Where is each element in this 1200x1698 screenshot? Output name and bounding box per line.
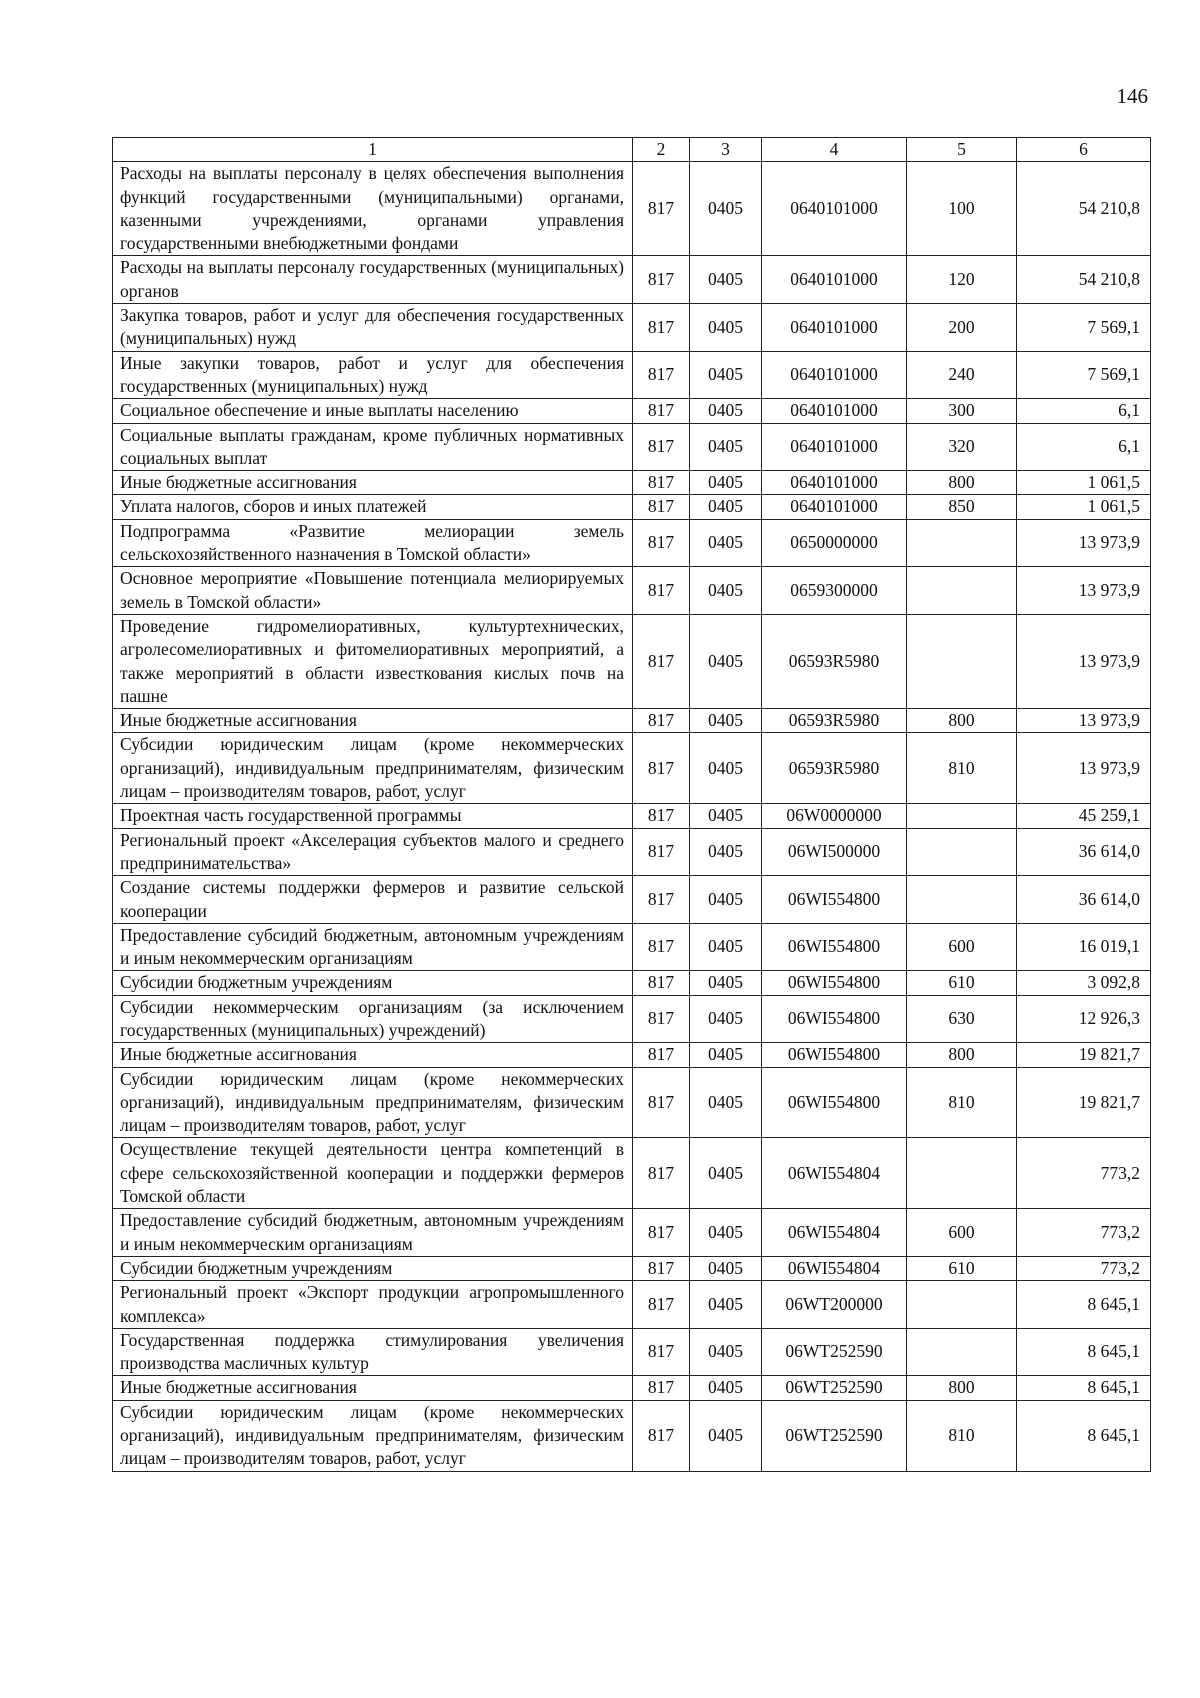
amount-cell: 19 821,7 <box>1017 1067 1151 1138</box>
section-code-cell: 0405 <box>690 995 762 1043</box>
expense-type-cell <box>907 828 1017 876</box>
admin-code-cell: 817 <box>633 971 690 995</box>
expense-type-cell: 610 <box>907 971 1017 995</box>
admin-code-cell: 817 <box>633 1376 690 1400</box>
target-article-cell: 06593R5980 <box>762 733 907 804</box>
item-name-cell: Расходы на выплаты персоналу государственных (муниципальных) органов <box>113 256 633 304</box>
admin-code-cell: 817 <box>633 804 690 828</box>
item-name-cell: Предоставление субсидий бюджетным, автономным учреждениям и иным некоммерческим организациям <box>113 1209 633 1257</box>
admin-code-cell: 817 <box>633 351 690 399</box>
table-row <box>113 709 1151 733</box>
amount-cell: 13 973,9 <box>1017 709 1151 733</box>
admin-code-cell: 817 <box>633 1043 690 1067</box>
section-code-cell: 0405 <box>690 614 762 708</box>
table-row <box>113 519 1151 567</box>
section-code-cell: 0405 <box>690 1400 762 1471</box>
admin-code-cell: 817 <box>633 519 690 567</box>
admin-code-cell: 817 <box>633 828 690 876</box>
table-row <box>113 971 1151 995</box>
amount-cell: 45 259,1 <box>1017 804 1151 828</box>
amount-cell: 54 210,8 <box>1017 162 1151 256</box>
expense-type-cell <box>907 614 1017 708</box>
amount-cell: 13 973,9 <box>1017 614 1151 708</box>
section-code-cell: 0405 <box>690 256 762 304</box>
section-code-cell: 0405 <box>690 923 762 971</box>
target-article-cell: 06WI554800 <box>762 971 907 995</box>
item-name-cell: Расходы на выплаты персоналу в целях обеспечения выполнения функций государственными (муниципальными) органами, казенными учреждениями, органами управления государственными внебюджетными фондами <box>113 162 633 256</box>
item-name-cell: Проведение гидромелиоративных, культуртехнических, агролесомелиоративных и фитомелиоративных мероприятий, а также мероприятий в области известкования кислых почв на пашне <box>113 614 633 708</box>
expense-type-cell: 630 <box>907 995 1017 1043</box>
item-name-cell: Субсидии юридическим лицам (кроме некоммерческих организаций), индивидуальным предпринимателям, физическим лицам – производителям товаров, работ, услуг <box>113 733 633 804</box>
section-code-cell: 0405 <box>690 399 762 423</box>
table-row <box>113 1138 1151 1209</box>
target-article-cell: 0650000000 <box>762 519 907 567</box>
expense-type-cell <box>907 567 1017 615</box>
expense-type-cell: 800 <box>907 1376 1017 1400</box>
section-code-cell: 0405 <box>690 1281 762 1329</box>
target-article-cell: 0640101000 <box>762 471 907 495</box>
item-name-cell: Государственная поддержка стимулирования увеличения производства масличных культур <box>113 1328 633 1376</box>
expense-type-cell: 810 <box>907 1067 1017 1138</box>
target-article-cell: 0640101000 <box>762 495 907 519</box>
item-name-cell: Проектная часть государственной программы <box>113 804 633 828</box>
amount-cell: 773,2 <box>1017 1256 1151 1280</box>
admin-code-cell: 817 <box>633 995 690 1043</box>
amount-cell: 8 645,1 <box>1017 1376 1151 1400</box>
section-code-cell: 0405 <box>690 162 762 256</box>
target-article-cell: 0640101000 <box>762 304 907 352</box>
amount-cell: 7 569,1 <box>1017 351 1151 399</box>
item-name-cell: Социальные выплаты гражданам, кроме публичных нормативных социальных выплат <box>113 423 633 471</box>
target-article-cell: 06WT252590 <box>762 1328 907 1376</box>
admin-code-cell: 817 <box>633 567 690 615</box>
table-row <box>113 351 1151 399</box>
target-article-cell: 06WI554804 <box>762 1138 907 1209</box>
target-article-cell: 06WI554804 <box>762 1209 907 1257</box>
admin-code-cell: 817 <box>633 1328 690 1376</box>
table-row <box>113 567 1151 615</box>
table-row <box>113 1281 1151 1329</box>
section-code-cell: 0405 <box>690 876 762 924</box>
table-row <box>113 804 1151 828</box>
budget-table <box>112 137 1151 1472</box>
amount-cell: 16 019,1 <box>1017 923 1151 971</box>
table-row <box>113 828 1151 876</box>
admin-code-cell: 817 <box>633 399 690 423</box>
expense-type-cell <box>907 804 1017 828</box>
item-name-cell: Субсидии бюджетным учреждениям <box>113 1256 633 1280</box>
header-cell-2: 2 <box>633 138 690 162</box>
item-name-cell: Подпрограмма «Развитие мелиорации земель сельскохозяйственного назначения в Томской области» <box>113 519 633 567</box>
section-code-cell: 0405 <box>690 1328 762 1376</box>
admin-code-cell: 817 <box>633 1256 690 1280</box>
expense-type-cell: 320 <box>907 423 1017 471</box>
target-article-cell: 0640101000 <box>762 399 907 423</box>
target-article-cell: 0640101000 <box>762 162 907 256</box>
section-code-cell: 0405 <box>690 1067 762 1138</box>
item-name-cell: Иные бюджетные ассигнования <box>113 709 633 733</box>
amount-cell: 13 973,9 <box>1017 733 1151 804</box>
expense-type-cell: 610 <box>907 1256 1017 1280</box>
table-row <box>113 1328 1151 1376</box>
amount-cell: 1 061,5 <box>1017 471 1151 495</box>
admin-code-cell: 817 <box>633 876 690 924</box>
section-code-cell: 0405 <box>690 567 762 615</box>
section-code-cell: 0405 <box>690 471 762 495</box>
section-code-cell: 0405 <box>690 828 762 876</box>
section-code-cell: 0405 <box>690 1043 762 1067</box>
section-code-cell: 0405 <box>690 1138 762 1209</box>
amount-cell: 13 973,9 <box>1017 567 1151 615</box>
expense-type-cell <box>907 519 1017 567</box>
table-row <box>113 1209 1151 1257</box>
target-article-cell: 06WT200000 <box>762 1281 907 1329</box>
table-row <box>113 1256 1151 1280</box>
expense-type-cell: 810 <box>907 1400 1017 1471</box>
target-article-cell: 0640101000 <box>762 351 907 399</box>
table-row <box>113 614 1151 708</box>
amount-cell: 8 645,1 <box>1017 1281 1151 1329</box>
item-name-cell: Социальное обеспечение и иные выплаты населению <box>113 399 633 423</box>
amount-cell: 8 645,1 <box>1017 1400 1151 1471</box>
amount-cell: 6,1 <box>1017 399 1151 423</box>
table-row <box>113 495 1151 519</box>
section-code-cell: 0405 <box>690 804 762 828</box>
amount-cell: 12 926,3 <box>1017 995 1151 1043</box>
item-name-cell: Региональный проект «Акселерация субъектов малого и среднего предпринимательства» <box>113 828 633 876</box>
header-cell-6: 6 <box>1017 138 1151 162</box>
expense-type-cell: 800 <box>907 471 1017 495</box>
section-code-cell: 0405 <box>690 304 762 352</box>
expense-type-cell: 810 <box>907 733 1017 804</box>
table-row <box>113 423 1151 471</box>
item-name-cell: Уплата налогов, сборов и иных платежей <box>113 495 633 519</box>
target-article-cell: 06WT252590 <box>762 1376 907 1400</box>
header-cell-4: 4 <box>762 138 907 162</box>
admin-code-cell: 817 <box>633 733 690 804</box>
target-article-cell: 06WI554800 <box>762 1067 907 1138</box>
amount-cell: 773,2 <box>1017 1209 1151 1257</box>
target-article-cell: 06WT252590 <box>762 1400 907 1471</box>
expense-type-cell: 120 <box>907 256 1017 304</box>
amount-cell: 54 210,8 <box>1017 256 1151 304</box>
item-name-cell: Иные закупки товаров, работ и услуг для обеспечения государственных (муниципальных) нужд <box>113 351 633 399</box>
section-code-cell: 0405 <box>690 1376 762 1400</box>
expense-type-cell: 800 <box>907 1043 1017 1067</box>
admin-code-cell: 817 <box>633 423 690 471</box>
admin-code-cell: 817 <box>633 1400 690 1471</box>
admin-code-cell: 817 <box>633 1138 690 1209</box>
target-article-cell: 06W0000000 <box>762 804 907 828</box>
header-row <box>113 138 1151 162</box>
item-name-cell: Субсидии юридическим лицам (кроме некоммерческих организаций), индивидуальным предпринимателям, физическим лицам – производителям товаров, работ, услуг <box>113 1400 633 1471</box>
table-row <box>113 1067 1151 1138</box>
expense-type-cell: 800 <box>907 709 1017 733</box>
item-name-cell: Осуществление текущей деятельности центра компетенций в сфере сельскохозяйственной кооперации и поддержки фермеров Томской области <box>113 1138 633 1209</box>
target-article-cell: 06WI554800 <box>762 876 907 924</box>
admin-code-cell: 817 <box>633 162 690 256</box>
table-row <box>113 1043 1151 1067</box>
section-code-cell: 0405 <box>690 351 762 399</box>
target-article-cell: 06593R5980 <box>762 709 907 733</box>
item-name-cell: Субсидии юридическим лицам (кроме некоммерческих организаций), индивидуальным предпринимателям, физическим лицам – производителям товаров, работ, услуг <box>113 1067 633 1138</box>
header-cell-1: 1 <box>113 138 633 162</box>
admin-code-cell: 817 <box>633 923 690 971</box>
section-code-cell: 0405 <box>690 1256 762 1280</box>
item-name-cell: Иные бюджетные ассигнования <box>113 1376 633 1400</box>
table-row <box>113 256 1151 304</box>
item-name-cell: Субсидии бюджетным учреждениям <box>113 971 633 995</box>
expense-type-cell: 850 <box>907 495 1017 519</box>
item-name-cell: Иные бюджетные ассигнования <box>113 471 633 495</box>
expense-type-cell: 300 <box>907 399 1017 423</box>
table-row <box>113 1376 1151 1400</box>
section-code-cell: 0405 <box>690 495 762 519</box>
section-code-cell: 0405 <box>690 709 762 733</box>
expense-type-cell <box>907 1328 1017 1376</box>
expense-type-cell: 600 <box>907 923 1017 971</box>
admin-code-cell: 817 <box>633 614 690 708</box>
admin-code-cell: 817 <box>633 304 690 352</box>
table-row <box>113 733 1151 804</box>
item-name-cell: Создание системы поддержки фермеров и развитие сельской кооперации <box>113 876 633 924</box>
amount-cell: 13 973,9 <box>1017 519 1151 567</box>
header-cell-5: 5 <box>907 138 1017 162</box>
admin-code-cell: 817 <box>633 256 690 304</box>
table-row <box>113 399 1151 423</box>
item-name-cell: Закупка товаров, работ и услуг для обеспечения государственных (муниципальных) нужд <box>113 304 633 352</box>
amount-cell: 1 061,5 <box>1017 495 1151 519</box>
expense-type-cell: 600 <box>907 1209 1017 1257</box>
target-article-cell: 0640101000 <box>762 423 907 471</box>
expense-type-cell <box>907 1281 1017 1329</box>
target-article-cell: 06593R5980 <box>762 614 907 708</box>
item-name-cell: Основное мероприятие «Повышение потенциала мелиорируемых земель в Томской области» <box>113 567 633 615</box>
admin-code-cell: 817 <box>633 709 690 733</box>
amount-cell: 3 092,8 <box>1017 971 1151 995</box>
target-article-cell: 06WI554800 <box>762 923 907 971</box>
section-code-cell: 0405 <box>690 519 762 567</box>
amount-cell: 773,2 <box>1017 1138 1151 1209</box>
section-code-cell: 0405 <box>690 1209 762 1257</box>
expense-type-cell: 100 <box>907 162 1017 256</box>
table-row <box>113 995 1151 1043</box>
target-article-cell: 06WI554800 <box>762 1043 907 1067</box>
admin-code-cell: 817 <box>633 1281 690 1329</box>
table-row <box>113 304 1151 352</box>
amount-cell: 19 821,7 <box>1017 1043 1151 1067</box>
table-row <box>113 923 1151 971</box>
table-row <box>113 471 1151 495</box>
amount-cell: 8 645,1 <box>1017 1328 1151 1376</box>
table-row <box>113 876 1151 924</box>
admin-code-cell: 817 <box>633 1209 690 1257</box>
header-cell-3: 3 <box>690 138 762 162</box>
section-code-cell: 0405 <box>690 423 762 471</box>
item-name-cell: Предоставление субсидий бюджетным, автономным учреждениям и иным некоммерческим организациям <box>113 923 633 971</box>
section-code-cell: 0405 <box>690 733 762 804</box>
expense-type-cell: 240 <box>907 351 1017 399</box>
target-article-cell: 06WI554800 <box>762 995 907 1043</box>
amount-cell: 7 569,1 <box>1017 304 1151 352</box>
amount-cell: 36 614,0 <box>1017 876 1151 924</box>
amount-cell: 36 614,0 <box>1017 828 1151 876</box>
expense-type-cell <box>907 876 1017 924</box>
item-name-cell: Региональный проект «Экспорт продукции агропромышленного комплекса» <box>113 1281 633 1329</box>
expense-type-cell <box>907 1138 1017 1209</box>
item-name-cell: Иные бюджетные ассигнования <box>113 1043 633 1067</box>
admin-code-cell: 817 <box>633 1067 690 1138</box>
target-article-cell: 06WI500000 <box>762 828 907 876</box>
page-number: 146 <box>1116 84 1148 108</box>
target-article-cell: 0659300000 <box>762 567 907 615</box>
admin-code-cell: 817 <box>633 495 690 519</box>
table-row <box>113 1400 1151 1471</box>
target-article-cell: 0640101000 <box>762 256 907 304</box>
target-article-cell: 06WI554804 <box>762 1256 907 1280</box>
expense-type-cell: 200 <box>907 304 1017 352</box>
table-body <box>113 162 1151 1471</box>
item-name-cell: Субсидии некоммерческим организациям (за исключением государственных (муниципальных) учреждений) <box>113 995 633 1043</box>
section-code-cell: 0405 <box>690 971 762 995</box>
amount-cell: 6,1 <box>1017 423 1151 471</box>
table-row <box>113 162 1151 256</box>
admin-code-cell: 817 <box>633 471 690 495</box>
